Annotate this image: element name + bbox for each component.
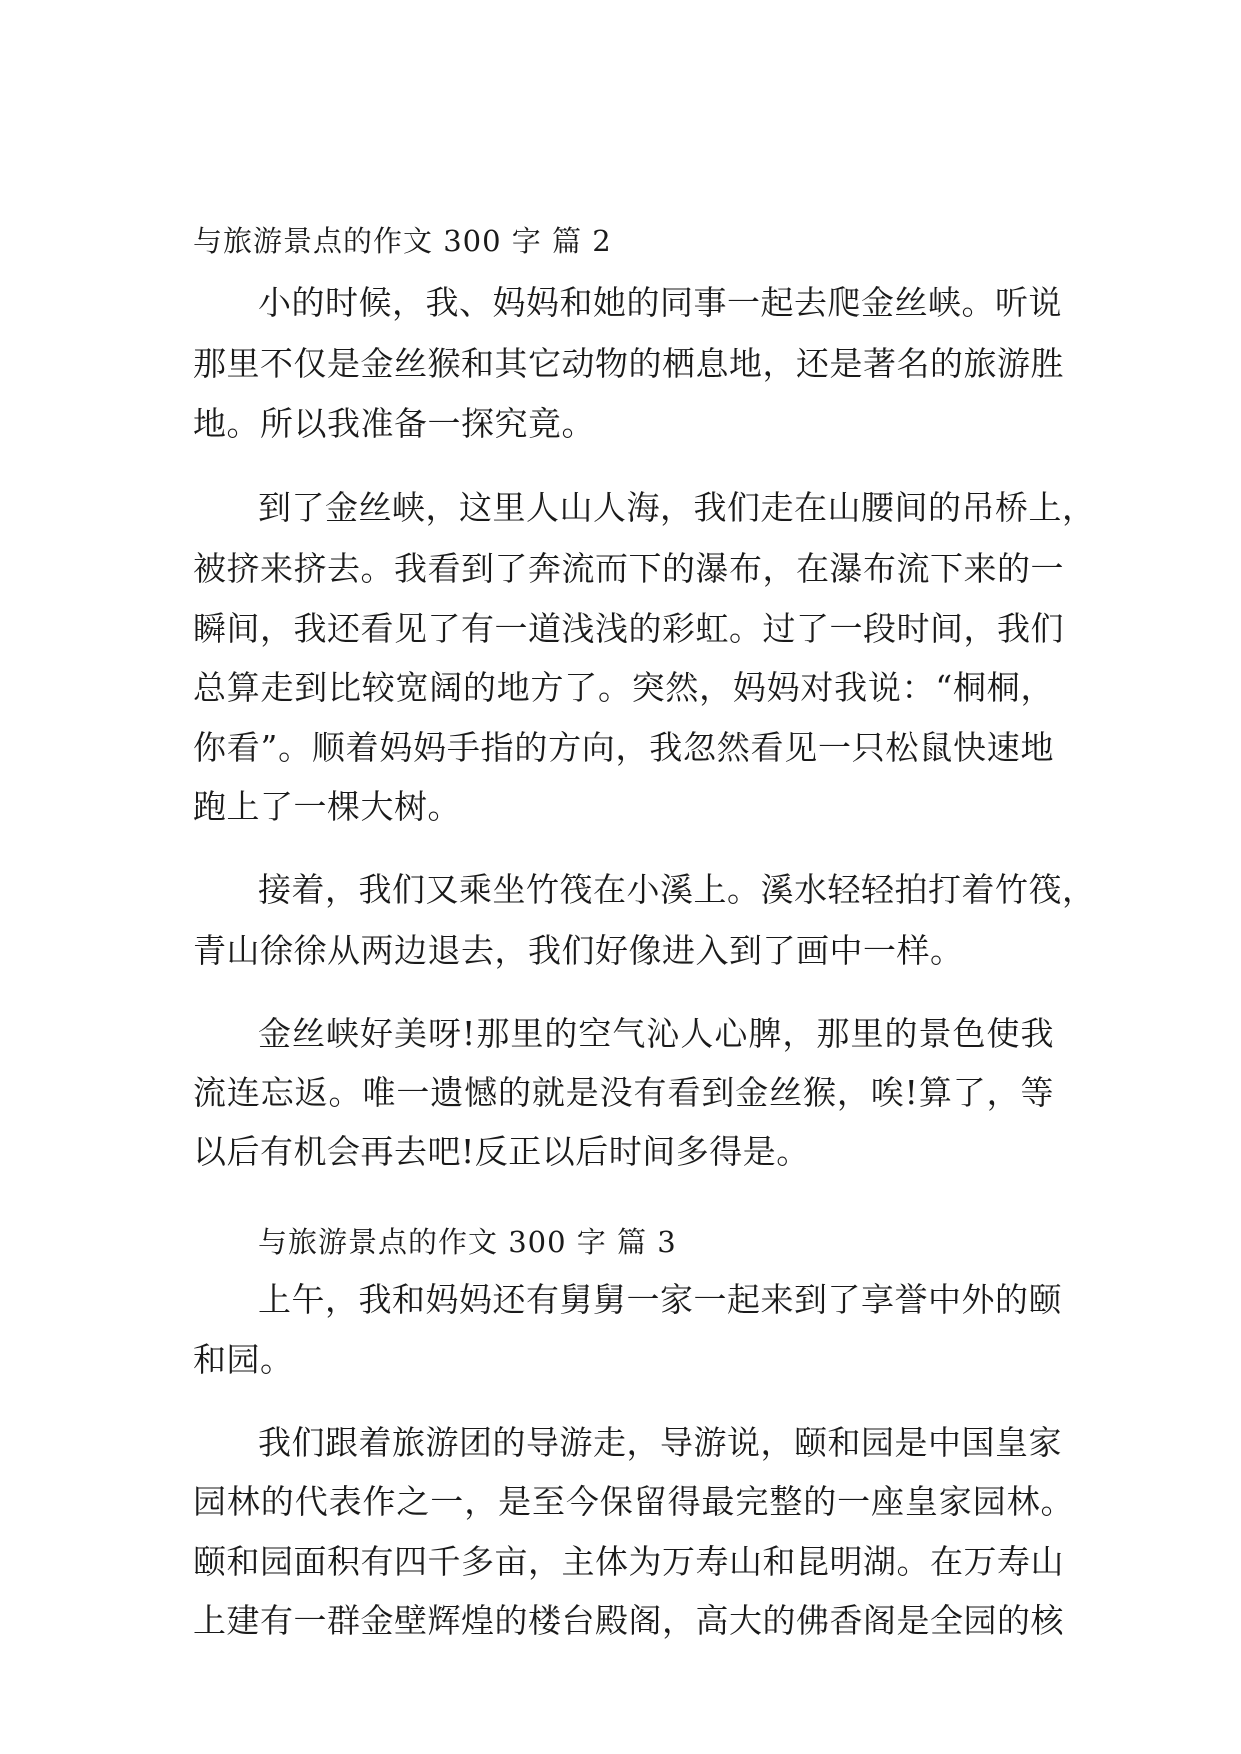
section-title: 与旅游景点的作文 300 字 篇 3 [258, 1225, 677, 1259]
text-line: 青山徐徐从两边退去，我们好像进入到了画中一样。 [193, 931, 964, 970]
text-line: 上午，我和妈妈还有舅舅一家一起来到了享誉中外的颐 [258, 1280, 1062, 1319]
text-line: 和园。 [193, 1340, 294, 1379]
text-line: 园林的代表作之一，是至今保留得最完整的一座皇家园林。 [193, 1482, 1074, 1521]
section-title: 与旅游景点的作文 300 字 篇 2 [193, 224, 612, 258]
text-line: 瞬间，我还看见了有一道浅浅的彩虹。过了一段时间，我们 [193, 609, 1064, 648]
text-line: 颐和园面积有四千多亩，主体为万寿山和昆明湖。在万寿山 [193, 1542, 1064, 1581]
text-line: 那里不仅是金丝猴和其它动物的栖息地，还是著名的旅游胜 [193, 344, 1064, 383]
text-line: 接着，我们又乘坐竹筏在小溪上。溪水轻轻拍打着竹筏， [258, 870, 1096, 909]
text-line: 小的时候，我、妈妈和她的同事一起去爬金丝峡。听说 [258, 283, 1062, 322]
text-line: 总算走到比较宽阔的地方了。突然，妈妈对我说：“桐桐， [193, 668, 1054, 707]
text-line: 上建有一群金壁辉煌的楼台殿阁，高大的佛香阁是全园的核 [193, 1601, 1064, 1640]
text-line: 你看”。顺着妈妈手指的方向，我忽然看见一只松鼠快速地 [193, 728, 1054, 767]
text-line: 被挤来挤去。我看到了奔流而下的瀑布，在瀑布流下来的一 [193, 549, 1064, 588]
text-line: 跑上了一棵大树。 [193, 787, 461, 826]
text-line: 我们跟着旅游团的导游走，导游说，颐和园是中国皇家 [258, 1423, 1062, 1462]
text-line: 以后有机会再去吧!反正以后时间多得是。 [193, 1132, 810, 1171]
text-line: 金丝峡好美呀!那里的空气沁人心脾，那里的景色使我 [258, 1014, 1054, 1053]
text-line: 流连忘返。唯一遗憾的就是没有看到金丝猴，唉!算了，等 [193, 1073, 1054, 1112]
text-line: 到了金丝峡，这里人山人海，我们走在山腰间的吊桥上， [258, 488, 1096, 527]
text-line: 地。所以我准备一探究竟。 [193, 404, 595, 443]
